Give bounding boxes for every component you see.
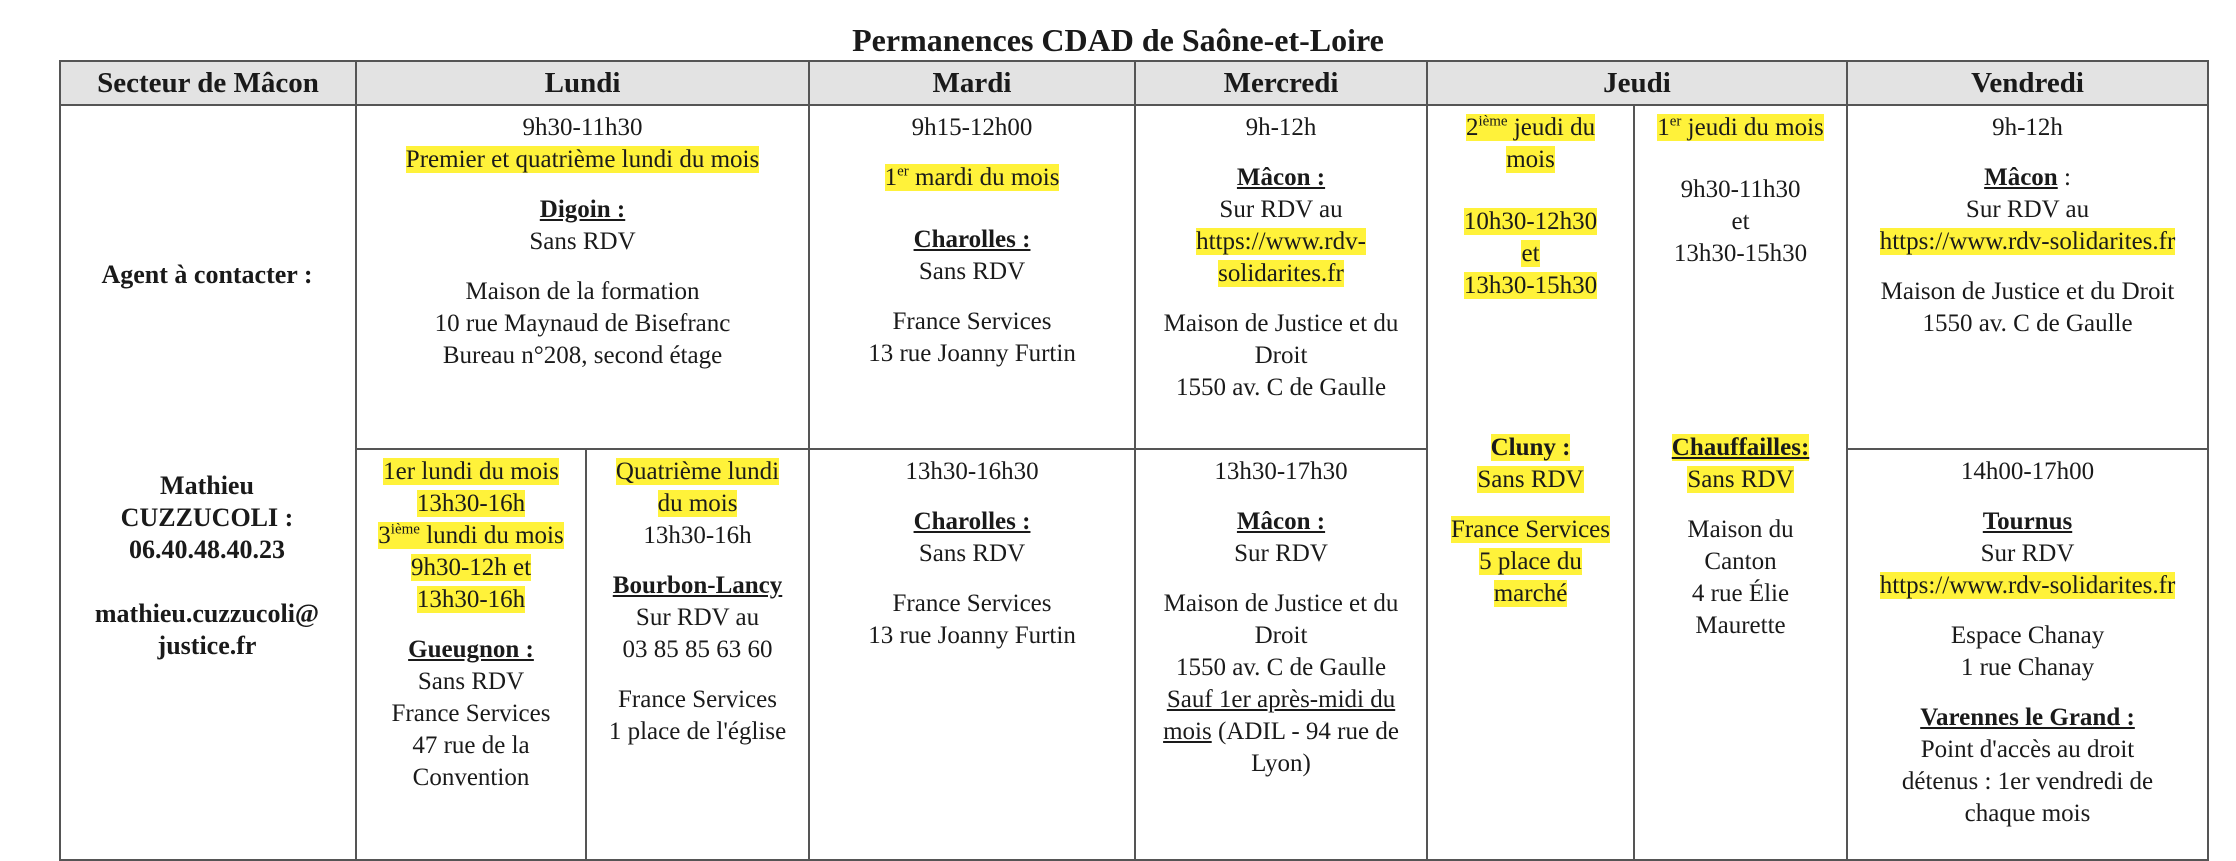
jeudi-left-mode: Sans RDV [1477, 466, 1584, 493]
mercredi-am-city: Mâcon : [1236, 164, 1326, 191]
mardi-am-place: France Services [892, 308, 1052, 335]
header-vendredi: Vendredi [1847, 61, 2208, 105]
jeudi-right-place-2: Canton [1704, 548, 1777, 575]
lundi-am-mode: Sans RDV [529, 228, 636, 255]
jeudi-left-city: Cluny : [1490, 434, 1571, 461]
agent-label: Agent à contacter : [101, 260, 313, 289]
jeudi-right-et: et [1731, 208, 1750, 235]
mardi-am-frequency: 1er mardi du mois [884, 163, 1060, 191]
lundi-pm-right-phone: 03 85 85 63 60 [622, 636, 773, 663]
mercredi-pm-exception-2: mois (ADIL - 94 rue de [1163, 718, 1399, 745]
mercredi-pm-hours: 13h30-17h30 [1214, 458, 1348, 485]
jeudi-left-hours-2: 13h30-15h30 [1463, 272, 1598, 299]
mercredi-pm-street: 1550 av. C de Gaulle [1175, 654, 1387, 681]
vendredi-pm-place: Espace Chanay [1950, 622, 2105, 649]
header-sector: Secteur de Mâcon [60, 61, 356, 105]
jeudi-left-place: France Services [1451, 516, 1610, 543]
lundi-pm-left-street-2: Convention [412, 764, 530, 791]
jeudi-left-hours-1: 10h30-12h30 [1463, 208, 1598, 235]
lundi-pm-left-city: Gueugnon : [408, 636, 534, 663]
mardi-am-city: Charolles : [913, 226, 1031, 253]
vendredi-pm-street: 1 rue Chanay [1960, 654, 2095, 681]
lundi-am-street: 10 rue Maynaud de Bisefranc [434, 310, 731, 337]
mercredi-pm-exception-3: Lyon) [1251, 750, 1311, 777]
jeudi-right-street-1: 4 rue Élie [1691, 580, 1790, 607]
header-mercredi: Mercredi [1135, 61, 1427, 105]
mercredi-am-place-1: Maison de Justice et du [1163, 310, 1399, 337]
vendredi-pm-access-2: détenus : 1er vendredi de [1901, 768, 2154, 795]
vendredi-pm-city-2: Varennes le Grand : [1920, 704, 2135, 731]
jeudi-right-cell [1634, 105, 1847, 860]
agent-email-1[interactable]: mathieu.cuzzucoli@ [94, 599, 320, 628]
lundi-am-hours: 9h30-11h30 [522, 114, 643, 141]
jeudi-right-city: Chauffailles: [1671, 434, 1810, 461]
lundi-pm-right-mode: Sur RDV au [635, 604, 760, 631]
jeudi-left-cell [1427, 105, 1634, 860]
lundi-pm-right-freq-2: du mois [657, 490, 738, 517]
vendredi-pm-mode: Sur RDV [1980, 540, 2075, 567]
mardi-pm-street: 13 rue Joanny Furtin [868, 622, 1076, 649]
agent-name-first: Mathieu [160, 471, 254, 500]
lundi-am-office: Bureau n°208, second étage [442, 342, 723, 369]
mercredi-am-street: 1550 av. C de Gaulle [1175, 374, 1387, 401]
jeudi-right-place-1: Maison du [1687, 516, 1794, 543]
vendredi-am-place: Maison de Justice et du Droit [1880, 278, 2175, 305]
jeudi-left-frequency: 2ième jeudi du [1465, 113, 1596, 141]
jeudi-left-et: et [1521, 240, 1540, 267]
lundi-pm-left-hours-1: 13h30-16h [416, 490, 526, 517]
lundi-morning-cell [356, 105, 809, 449]
page-title: Permanences CDAD de Saône-et-Loire [852, 22, 1384, 58]
lundi-pm-left-freq-2: 3ième lundi du mois [378, 521, 564, 549]
mercredi-pm-mode: Sur RDV [1234, 540, 1328, 567]
vendredi-pm-city: Tournus [1982, 508, 2073, 535]
jeudi-left-street-2: marché [1493, 580, 1568, 607]
jeudi-right-mode: Sans RDV [1687, 466, 1794, 493]
lundi-pm-left-hours-2a: 9h30-12h et [410, 554, 532, 581]
lundi-pm-right-hours: 13h30-16h [643, 522, 752, 549]
agent-contact [59, 470, 355, 662]
agent-email-2[interactable]: justice.fr [157, 631, 257, 660]
schedule-table [59, 60, 2209, 861]
mardi-pm-hours: 13h30-16h30 [905, 458, 1039, 485]
agent-phone: 06.40.48.40.23 [129, 535, 285, 564]
lundi-am-city: Digoin : [539, 196, 626, 223]
mardi-morning-cell [809, 105, 1135, 449]
vendredi-pm-hours: 14h00-17h00 [1960, 458, 2095, 485]
lundi-afternoon-right-cell [586, 449, 809, 860]
jeudi-left-street-1: 5 place du [1479, 548, 1582, 575]
mardi-pm-city: Charolles : [913, 508, 1031, 535]
mercredi-pm-place-1: Maison de Justice et du [1163, 590, 1399, 617]
mardi-afternoon-cell [809, 449, 1135, 860]
header-mardi: Mardi [809, 61, 1135, 105]
lundi-pm-left-place: France Services [391, 700, 551, 727]
mercredi-pm-place-2: Droit [1254, 622, 1308, 649]
mercredi-afternoon-cell [1135, 449, 1427, 860]
agent-name-last: CUZZUCOLI : [120, 503, 294, 532]
mercredi-am-hours: 9h-12h [1245, 114, 1317, 141]
mercredi-pm-city: Mâcon : [1236, 508, 1326, 535]
mercredi-morning-cell [1135, 105, 1427, 449]
lundi-pm-left-hours-2b: 13h30-16h [416, 586, 526, 613]
vendredi-am-url[interactable]: https://www.rdv-solidarites.fr [1879, 228, 2176, 255]
mercredi-am-url-1[interactable]: https://www.rdv- [1196, 228, 1366, 255]
vendredi-am-mode: Sur RDV au [1965, 196, 2090, 223]
lundi-pm-right-street: 1 place de l'église [608, 718, 787, 745]
mardi-pm-mode: Sans RDV [918, 540, 1026, 567]
lundi-pm-right-place: France Services [618, 686, 777, 713]
jeudi-right-frequency: 1er jeudi du mois [1657, 113, 1824, 141]
jeudi-right-hours-1: 9h30-11h30 [1680, 176, 1801, 203]
vendredi-afternoon-cell [1847, 449, 2208, 860]
mercredi-pm-exception-1: Sauf 1er après-midi du [1166, 686, 1396, 713]
header-lundi: Lundi [356, 61, 809, 105]
mercredi-am-mode: Sur RDV au [1219, 196, 1343, 223]
mardi-am-street: 13 rue Joanny Furtin [868, 340, 1076, 367]
jeudi-right-hours-2: 13h30-15h30 [1673, 240, 1808, 267]
vendredi-pm-access-3: chaque mois [1964, 800, 2091, 827]
lundi-afternoon-left-cell [356, 449, 586, 860]
mercredi-am-url-2[interactable]: solidarites.fr [1218, 260, 1344, 287]
jeudi-right-street-2: Maurette [1695, 612, 1786, 639]
lundi-am-place: Maison de la formation [465, 278, 700, 305]
lundi-pm-right-freq-1: Quatrième lundi [615, 458, 780, 485]
mardi-pm-place: France Services [892, 590, 1052, 617]
lundi-pm-left-street-1: 47 rue de la [412, 732, 530, 759]
mardi-am-hours: 9h15-12h00 [911, 114, 1033, 141]
vendredi-morning-cell [1847, 105, 2208, 449]
vendredi-pm-url[interactable]: https://www.rdv-solidarites.fr [1879, 572, 2176, 599]
vendredi-am-city-line: Mâcon : [1984, 164, 2071, 191]
jeudi-left-frequency-2: mois [1506, 146, 1555, 173]
lundi-pm-left-freq-1: 1er lundi du mois [383, 458, 559, 485]
mardi-am-mode: Sans RDV [918, 258, 1026, 285]
lundi-am-frequency: Premier et quatrième lundi du mois [405, 146, 760, 173]
header-jeudi: Jeudi [1427, 61, 1847, 105]
lundi-pm-right-city: Bourbon-Lancy [612, 572, 783, 599]
vendredi-am-hours: 9h-12h [1992, 114, 2063, 141]
lundi-pm-left-mode: Sans RDV [417, 668, 525, 695]
vendredi-am-street: 1550 av. C de Gaulle [1922, 310, 2133, 337]
vendredi-pm-access-1: Point d'accès au droit [1920, 736, 2135, 763]
mercredi-am-place-2: Droit [1254, 342, 1308, 369]
